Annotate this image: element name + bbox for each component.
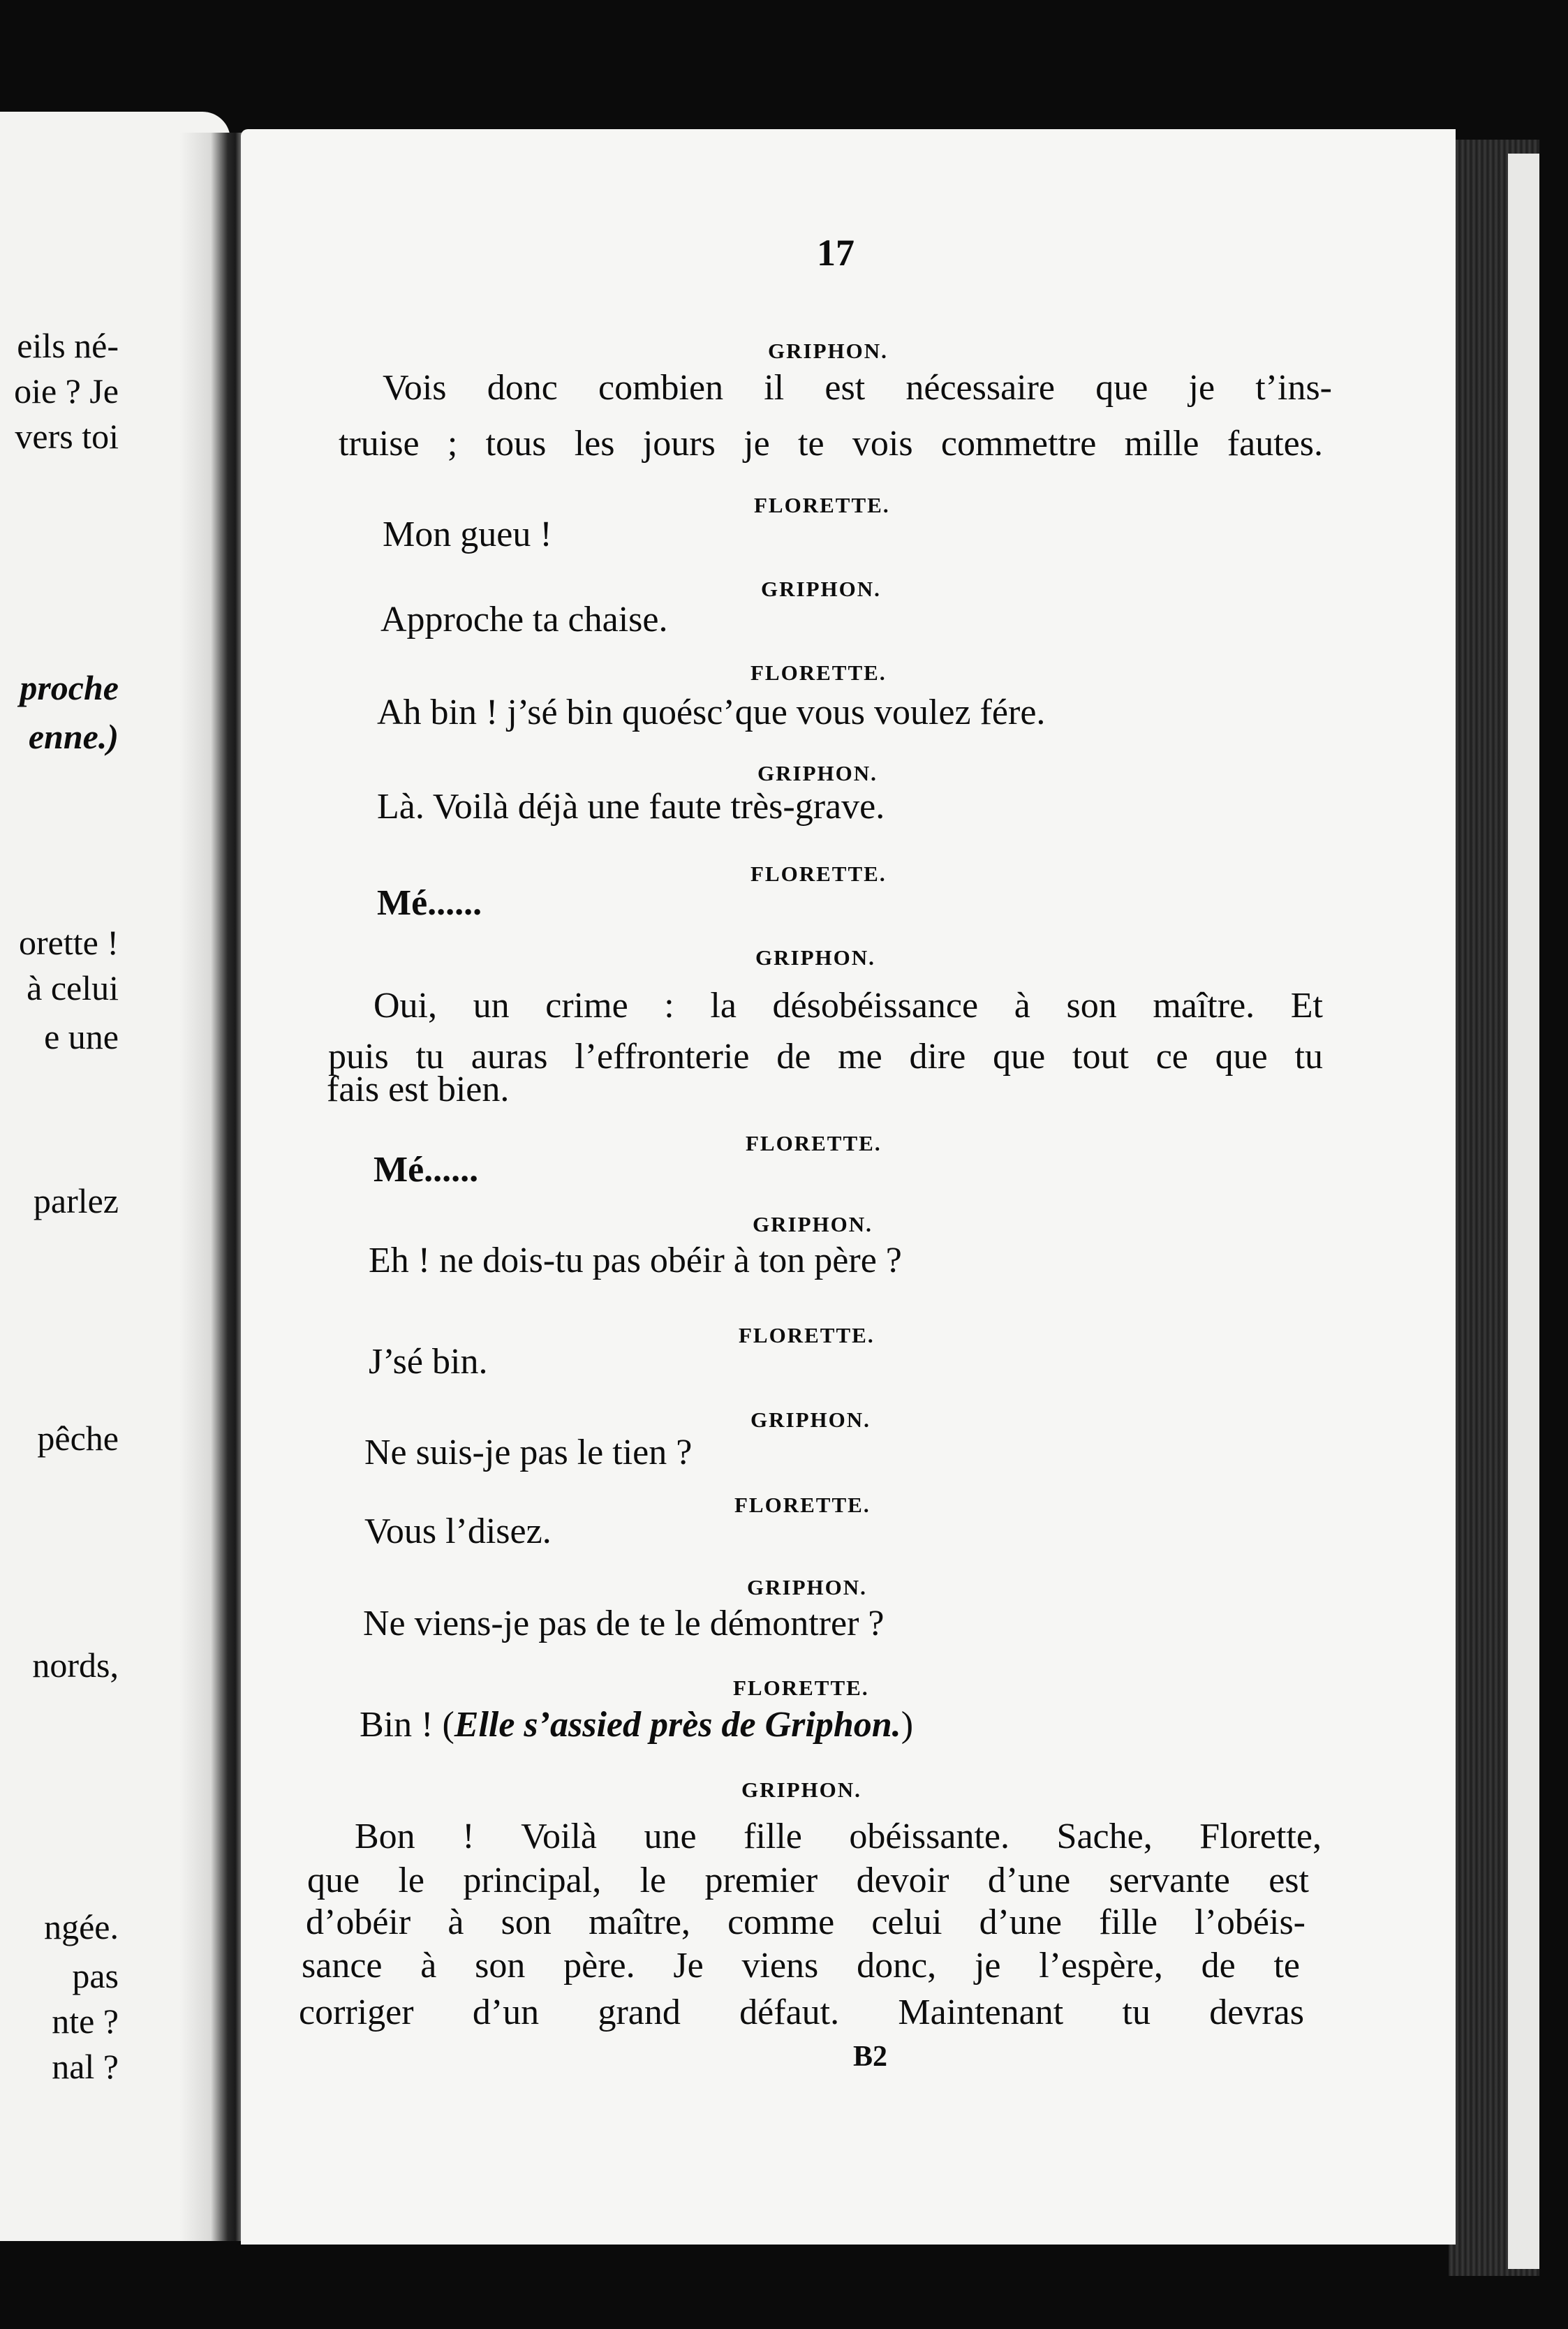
dialogue-line: sance à son père. Je viens donc, je l’espère, de te bbox=[302, 1946, 1300, 1986]
speaker-name: FLORETTE. bbox=[739, 1323, 875, 1347]
left-page-line: vers toi bbox=[15, 417, 119, 456]
dialogue-line: fais est bien. bbox=[327, 1070, 510, 1109]
left-page-line: ngée. bbox=[44, 1907, 119, 1946]
dialogue-line: Eh ! ne dois-tu pas obéir à ton père ? bbox=[369, 1241, 902, 1280]
page-edge-white bbox=[1508, 154, 1539, 2269]
left-page-line: nte ? bbox=[52, 2002, 119, 2041]
dialogue-text: Bin ! ( bbox=[360, 1705, 454, 1745]
speaker-name: FLORETTE. bbox=[734, 1493, 871, 1517]
dialogue-line: puis tu auras l’effronterie de me dire que tout ce que tu bbox=[328, 1037, 1323, 1077]
dialogue-line: Mé...... bbox=[377, 883, 482, 923]
speaker-name: FLORETTE. bbox=[746, 1131, 882, 1155]
left-page-line: à celui bbox=[27, 968, 119, 1007]
left-page-line: pas bbox=[72, 1956, 119, 1995]
speaker-name: GRIPHON. bbox=[741, 1777, 861, 1802]
left-page-line: nal ? bbox=[52, 2047, 119, 2086]
dialogue-line: Là. Voilà déjà une faute très-grave. bbox=[377, 787, 885, 827]
dialogue-line: Vois donc combien il est nécessaire que je t’ins- bbox=[383, 368, 1332, 408]
dialogue-line: Ah bin ! j’sé bin quoésc’que vous voulez fére. bbox=[377, 693, 1046, 732]
dialogue-line: Ne suis-je pas le tien ? bbox=[364, 1433, 693, 1472]
speaker-name: GRIPHON. bbox=[750, 1407, 871, 1432]
dialogue-line: Ne viens-je pas de te le démontrer ? bbox=[363, 1604, 885, 1643]
printer-signature: B2 bbox=[853, 2041, 888, 2073]
speaker-name: GRIPHON. bbox=[761, 577, 881, 601]
left-page-line: eils né- bbox=[17, 326, 119, 365]
speaker-name: GRIPHON. bbox=[757, 761, 878, 785]
stage-direction: Elle s’assied près de Griphon. bbox=[454, 1705, 901, 1745]
speaker-name: FLORETTE. bbox=[750, 862, 887, 886]
dialogue-line: Approche ta chaise. bbox=[380, 600, 668, 639]
left-page-line: nords, bbox=[32, 1646, 119, 1685]
left-page-line: parlez bbox=[33, 1181, 119, 1220]
speaker-name: GRIPHON. bbox=[768, 339, 888, 363]
dialogue-line: corriger d’un grand défaut. Maintenant tu devras bbox=[299, 1992, 1304, 2032]
left-page-line: oie ? Je bbox=[14, 371, 119, 411]
left-page-line: pêche bbox=[37, 1419, 119, 1458]
speaker-name: FLORETTE. bbox=[754, 493, 890, 517]
left-page-line: e une bbox=[44, 1017, 119, 1056]
dialogue-text: ) bbox=[901, 1705, 914, 1745]
speaker-name: GRIPHON. bbox=[753, 1212, 873, 1236]
dialogue-line: Bon ! Voilà une fille obéissante. Sache, Florette, bbox=[355, 1817, 1322, 1856]
speaker-name: FLORETTE. bbox=[750, 660, 887, 685]
page-number: 17 bbox=[817, 232, 855, 274]
dialogue-line: J’sé bin. bbox=[369, 1342, 488, 1382]
dialogue-line: Vous l’disez. bbox=[364, 1511, 552, 1551]
left-page-line: proche bbox=[20, 668, 119, 707]
dialogue-line: truise ; tous les jours je te vois commettre mille fautes. bbox=[339, 424, 1323, 464]
dialogue-line: Mé...... bbox=[373, 1150, 479, 1190]
dialogue-line: Mon gueu ! bbox=[383, 515, 552, 554]
left-page-line: orette ! bbox=[19, 923, 119, 962]
dialogue-line: que le principal, le premier devoir d’une servante est bbox=[307, 1861, 1309, 1900]
left-page-line: enne.) bbox=[28, 717, 119, 756]
dialogue-line: Oui, un crime : la désobéissance à son maître. Et bbox=[373, 986, 1323, 1026]
speaker-name: GRIPHON. bbox=[747, 1575, 867, 1599]
speaker-name: GRIPHON. bbox=[755, 945, 875, 970]
dialogue-line: d’obéir à son maître, comme celui d’une fille l’obéis- bbox=[306, 1902, 1306, 1942]
dialogue-line bbox=[360, 1707, 913, 1743]
speaker-name: FLORETTE. bbox=[733, 1676, 869, 1700]
